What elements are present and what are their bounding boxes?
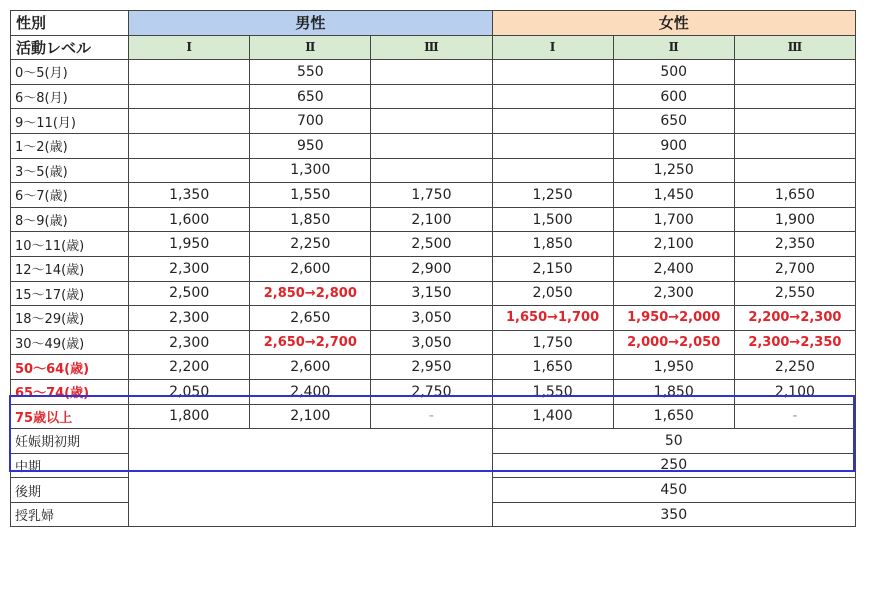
female-level-3-value	[734, 60, 855, 85]
male-level-3-value: 2,950	[371, 355, 492, 380]
table-row	[11, 330, 856, 355]
male-level-2-value: 550	[250, 60, 371, 85]
female-level-2-value: 900	[613, 133, 734, 158]
age-label-highlighted: 75歳以上	[11, 404, 129, 429]
female-level-3-value-revised: 2,300→2,350	[734, 330, 855, 355]
age-label: 0～5(月)	[11, 60, 129, 85]
male-level-3-value: -	[371, 404, 492, 429]
table-row	[11, 109, 856, 134]
male-level-3-value	[371, 158, 492, 183]
age-label: 6～8(月)	[11, 84, 129, 109]
female-level-1-value: 1,250	[492, 183, 613, 208]
female-level-1-value-revised: 1,650→1,700	[492, 306, 613, 331]
female-level-2-value: 2,400	[613, 256, 734, 281]
age-label: 30～49(歳)	[11, 330, 129, 355]
pregnancy-value: 450	[492, 478, 855, 503]
male-level-1-value	[129, 158, 250, 183]
female-level-1-value: 2,050	[492, 281, 613, 306]
male-level-3-value: 2,500	[371, 232, 492, 257]
female-level-1-value	[492, 133, 613, 158]
female-level-3-value	[734, 109, 855, 134]
age-label: 15～17(歳)	[11, 281, 129, 306]
activity-level-header-label: 活動レベル	[11, 35, 129, 60]
female-level-2-value: 2,100	[613, 232, 734, 257]
male-level-3-value: 2,750	[371, 379, 492, 404]
male-level-2-value: 950	[250, 133, 371, 158]
male-level-2-value: 2,250	[250, 232, 371, 257]
pregnancy-label: 授乳婦	[11, 502, 129, 527]
female-level-1-value: 1,650	[492, 355, 613, 380]
female-level-1-value	[492, 60, 613, 85]
age-label: 6～7(歳)	[11, 183, 129, 208]
pregnancy-label: 後期	[11, 478, 129, 503]
table-row	[11, 84, 856, 109]
age-label: 10～11(歳)	[11, 232, 129, 257]
female-level-3-value: 2,550	[734, 281, 855, 306]
female-level-1-value: 1,550	[492, 379, 613, 404]
male-level-1-value: 1,350	[129, 183, 250, 208]
female-level-3-value: 2,350	[734, 232, 855, 257]
female-level-1-value: 1,750	[492, 330, 613, 355]
female-level-1-value: 1,850	[492, 232, 613, 257]
male-level-3-value	[371, 84, 492, 109]
female-level-2-value: 1,950	[613, 355, 734, 380]
male-level-3-value	[371, 109, 492, 134]
male-level-2-value: 1,300	[250, 158, 371, 183]
female-level-2-value: 1,650	[613, 404, 734, 429]
male-level-2-value-revised: 2,650→2,700	[250, 330, 371, 355]
male-level-2-value: 700	[250, 109, 371, 134]
table-row	[11, 183, 856, 208]
sex-header-label: 性別	[11, 11, 129, 36]
age-label: 9～11(月)	[11, 109, 129, 134]
pregnancy-value: 350	[492, 502, 855, 527]
female-level-1-value: 2,150	[492, 256, 613, 281]
age-label: 1～2(歳)	[11, 133, 129, 158]
female-level-3-value: 2,250	[734, 355, 855, 380]
male-level-2: Ⅱ	[250, 35, 371, 60]
male-level-1-value	[129, 109, 250, 134]
female-level-2-value: 1,850	[613, 379, 734, 404]
table-row	[11, 404, 856, 429]
female-level-3-value: 2,100	[734, 379, 855, 404]
male-level-1-value: 2,300	[129, 306, 250, 331]
age-label-highlighted: 50～64(歳)	[11, 355, 129, 380]
energy-requirements-table	[10, 10, 856, 527]
female-level-3-value	[734, 84, 855, 109]
pregnancy-label: 妊娠期初期	[11, 429, 129, 454]
age-label: 18～29(歳)	[11, 306, 129, 331]
table-row	[11, 158, 856, 183]
male-level-3-value: 3,150	[371, 281, 492, 306]
male-level-3-value	[371, 133, 492, 158]
female-level-1-value	[492, 158, 613, 183]
female-level-3-value: 1,900	[734, 207, 855, 232]
female-level-2-value: 2,300	[613, 281, 734, 306]
table-row	[11, 355, 856, 380]
female-level-3-value: -	[734, 404, 855, 429]
table-row	[11, 207, 856, 232]
male-header: 男性	[129, 11, 492, 36]
male-level-2-value: 2,600	[250, 355, 371, 380]
table-row	[11, 306, 856, 331]
female-level-3-value: 2,700	[734, 256, 855, 281]
male-level-2-value: 1,550	[250, 183, 371, 208]
female-level-2-value: 500	[613, 60, 734, 85]
male-level-2-value: 2,100	[250, 404, 371, 429]
female-level-1: Ⅰ	[492, 35, 613, 60]
table-row	[11, 256, 856, 281]
male-level-3: Ⅲ	[371, 35, 492, 60]
female-level-2-value: 600	[613, 84, 734, 109]
male-level-1-value: 2,500	[129, 281, 250, 306]
age-label: 12～14(歳)	[11, 256, 129, 281]
male-level-1-value	[129, 133, 250, 158]
female-level-2-value: 1,250	[613, 158, 734, 183]
table-row	[11, 379, 856, 404]
age-label: 3～5(歳)	[11, 158, 129, 183]
male-level-1: Ⅰ	[129, 35, 250, 60]
male-level-1-value: 1,950	[129, 232, 250, 257]
female-level-1-value	[492, 84, 613, 109]
male-level-1-value: 2,300	[129, 330, 250, 355]
male-level-2-value-revised: 2,850→2,800	[250, 281, 371, 306]
female-level-2: Ⅱ	[613, 35, 734, 60]
table-row	[11, 60, 856, 85]
female-level-2-value: 1,700	[613, 207, 734, 232]
male-level-2-value: 2,650	[250, 306, 371, 331]
table-row	[11, 281, 856, 306]
male-level-3-value: 3,050	[371, 330, 492, 355]
female-level-2-value-revised: 2,000→2,050	[613, 330, 734, 355]
header-row-level	[11, 35, 856, 60]
male-level-1-value: 2,300	[129, 256, 250, 281]
female-level-3-value-revised: 2,200→2,300	[734, 306, 855, 331]
female-level-1-value: 1,500	[492, 207, 613, 232]
header-row-sex	[11, 11, 856, 36]
pregnancy-value: 50	[492, 429, 855, 454]
male-level-2-value: 2,400	[250, 379, 371, 404]
female-level-1-value: 1,400	[492, 404, 613, 429]
male-level-3-value: 1,750	[371, 183, 492, 208]
male-level-2-value: 1,850	[250, 207, 371, 232]
male-level-1-value: 1,800	[129, 404, 250, 429]
male-level-3-value: 2,100	[371, 207, 492, 232]
age-label-highlighted: 65～74(歳)	[11, 379, 129, 404]
male-level-3-value: 2,900	[371, 256, 492, 281]
male-level-1-value: 2,050	[129, 379, 250, 404]
table-row	[11, 232, 856, 257]
female-level-1-value	[492, 109, 613, 134]
male-level-1-value	[129, 60, 250, 85]
female-level-3-value: 1,650	[734, 183, 855, 208]
table-row	[11, 133, 856, 158]
pregnancy-row	[11, 429, 856, 454]
female-level-2-value-revised: 1,950→2,000	[613, 306, 734, 331]
female-level-2-value: 650	[613, 109, 734, 134]
age-label: 8～9(歳)	[11, 207, 129, 232]
male-level-2-value: 2,600	[250, 256, 371, 281]
female-header: 女性	[492, 11, 855, 36]
male-pregnancy-blank	[129, 429, 492, 527]
female-level-3: Ⅲ	[734, 35, 855, 60]
female-level-2-value: 1,450	[613, 183, 734, 208]
female-level-3-value	[734, 133, 855, 158]
male-level-3-value: 3,050	[371, 306, 492, 331]
female-level-3-value	[734, 158, 855, 183]
male-level-1-value	[129, 84, 250, 109]
pregnancy-value: 250	[492, 453, 855, 478]
male-level-3-value	[371, 60, 492, 85]
pregnancy-label: 中期	[11, 453, 129, 478]
male-level-2-value: 650	[250, 84, 371, 109]
male-level-1-value: 1,600	[129, 207, 250, 232]
male-level-1-value: 2,200	[129, 355, 250, 380]
